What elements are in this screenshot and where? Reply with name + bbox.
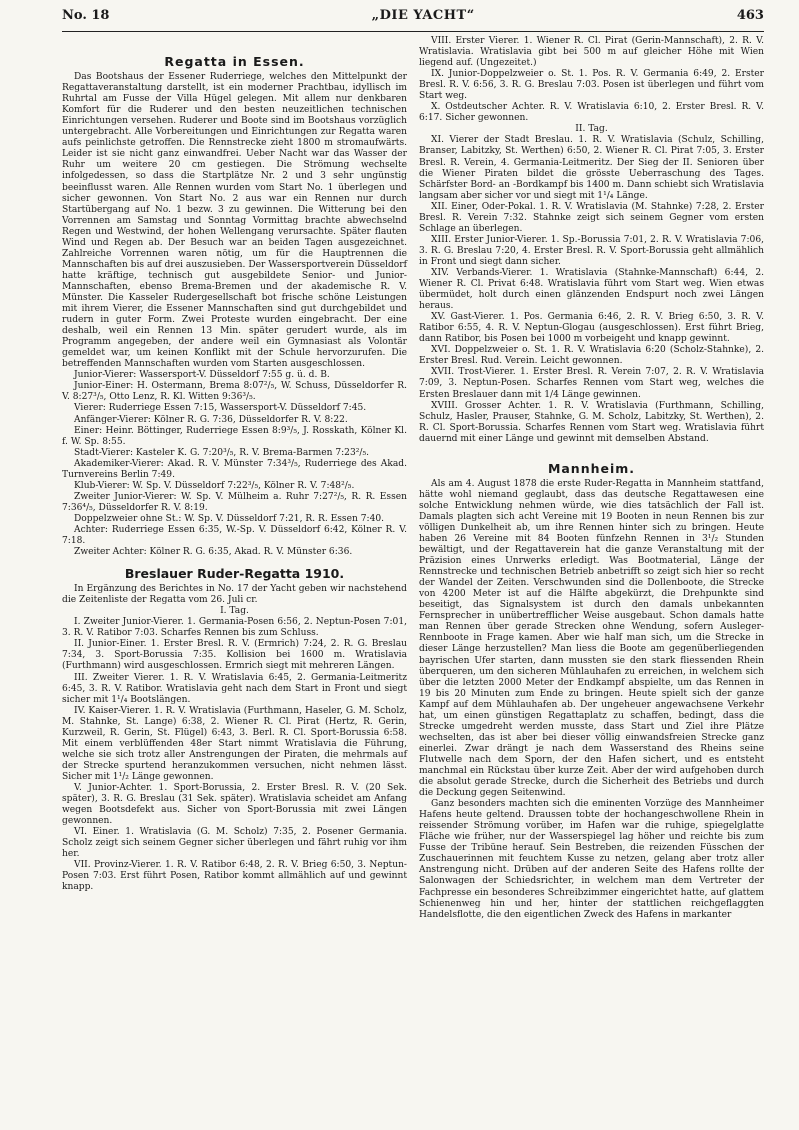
essen-result: Zweiter Achter: Kölner R. G. 6:35, Akad. R. V. Münster 6:36. xyxy=(74,547,353,558)
essen-result: Vierer: Ruderriege Essen 7:15, Wassersport-V. Düsseldorf 7:45. xyxy=(74,403,367,414)
mannheim-paragraph: Als am 4. August 1878 die erste Ruder-Regatta in Mannheim stattfand, hätte wohl niemand geglaubt, dass das deutsche Regattawesen eine solche Entwicklung nehmen würde, wie dies tatsächlich der Fall ist. Damals plagten sich acht Vereine mit 19 Booten in neun Rennen bis zur völligen Dunkelheit ab, um ihre Rennen hinter sich zu bringen. Heute haben 26 Vereine mit 84 Booten fünfzehn Rennen in 3¹/₂ Stunden bewältigt, und der Regattaverein hat die ganze Veranstaltung mit der Präzision eines Unrwerks erledigt. Was Bootmaterial, Länge der Rennstrecke und technischen Betrieb anbetrifft so zeigt sich hier so recht der Wandel der Zeiten. Verschwunden sind die Dollenboote, die Strecke von 4200 Meter ist auf die Hälfte abgekürzt, die Drehpunkte sind beseitigt, das Signalsystem ist durch den damals unbekannten Fernsprecher in unübertrefflicher Weise ausgebaut. Schon damals hatte man Rennen über gerade Strecken ohne Wendung, sofern Ausleger-Rennboote in Frage kamen. Aber wie half man sich, um die Strecke in dieser Länge herzustellen? Man liess die Boote am gegenüberliegenden bayrischen Ufer starten, dann mussten sie den stark fliessenden Rhein überqueren, um den sicheren Mühlauhafen zu erreichen, in welchem sich über die letzten 2000 Meter der Endkampf abspielte, um das Rennen in 19 bis 20 Minuten zum Ende zu bringen. Heute spielt sich der ganze Kampf auf dem Mühlauhafen ab. Der ungeheuer angewachsene Verkehr hat, um einen günstigen Regattaplatz zu schaffen, bedingt, dass die Strecke umgedreht werden musste, dass Start und Ziel ihre Plätze wechselten, das ist aber bei dieser völlig einwandsfreien Strecke ganz einerlei. Zwar drängt je nach dem Wasserstand des Rheins seine Flutwelle nach dem Sporn, der den Hafen sichert, und es entsteht manchmal ein Rückstau über kurze Zeit. Aber der wird aufgehoben durch die absolut gerade Strecke, durch die Sicherheit des Betriebs und durch die Deckung gegen Seitenwind. xyxy=(419,478,764,799)
breslau-race: VI. Einer. 1. Wratislavia (G. M. Scholz) 7:35, 2. Posener Germania. Scholz zeigt sich seinem Gegner sicher überlegen und fährt ruhig vor ihm her. xyxy=(62,827,407,860)
essen-result: Klub-Vierer: W. Sp. V. Düsseldorf 7:22³/₅, Kölner R. V. 7:48²/₅. xyxy=(74,480,355,491)
essen-title: Regatta in Essen. xyxy=(164,54,305,69)
breslau-intro: In Ergänzung des Berichtes in No. 17 der Yacht geben wir nachstehend die Zeitenliste der Regatta vom 26. Juli cr. xyxy=(62,584,407,606)
essen-result: Zweiter Junior-Vierer: W. Sp. V. Mülheim a. Ruhr 7:27²/₅, R. R. Essen 7:36⁴/₅, Düsseldorfer R. V. 8:19. xyxy=(62,491,407,513)
breslau-race: VII. Provinz-Vierer. 1. R. V. Ratibor 6:48, 2. R. V. Brieg 6:50, 3. Neptun-Posen 7:03. Erst führt Posen, Ratibor kommt allmählich auf und gewinnt knapp. xyxy=(62,860,407,893)
essen-result: Akademiker-Vierer: Akad. R. V. Münster 7:34³/₅, Ruderriege des Akad. Turnvereins Berlin 7:49. xyxy=(62,458,407,480)
breslau-race: IX. Junior-Doppelzweier o. St. 1. Pos. R. V. Germania 6:49, 2. Erster Bresl. R. V. 6:56, 3. R. G. Breslau 7:03. Posen ist überlegen und führt vom Start weg. xyxy=(419,69,764,102)
page-number: 463 xyxy=(736,8,764,23)
breslau-race: II. Junior-Einer. 1. Erster Bresl. R. V. (Ermrich) 7:24, 2. R. G. Breslau 7:34, 3. Sport-Borussia 7:35. Kollision bei 1600 m. Wratislavia (Furthmann) wird ausgeschlossen. Ermrich siegt mit mehreren Längen. xyxy=(62,639,407,672)
essen-result: Doppelzweier ohne St.: W. Sp. V. Düsseldorf 7:21, R. R. Essen 7:40. xyxy=(74,513,385,524)
essen-result: Junior-Einer: H. Ostermann, Brema 8:07²/₅, W. Schuss, Düsseldorfer R. V. 8:27³/₅, Otto Lenz, R. Kl. Witten 9:36³/₅. xyxy=(62,381,407,403)
essen-result: Stadt-Vierer: Kasteler K. G. 7:20³/₅, R. V. Brema-Barmen 7:23²/₅. xyxy=(74,447,370,458)
mannheim-title: Mannheim. xyxy=(547,460,636,476)
breslau-race: XI. Vierer der Stadt Breslau. 1. R. V. Wratislavia (Schulz, Schilling, Branser, Labitzky, St. Werthen) 6:50, 2. Wiener R. Cl. Pirat 7:05, 3. Erster Bresl. R. Verein, 4. Germania-Leitmeritz. Der Sieg der II. Senioren über die Wiener Piraten bildet die grösste Ueberraschung des Tages. Schärfster Bord- an -Bordkampf bis 1400 m. Dann schiebt sich Wratislavia langsam aber sicher vor und siegt mit 1¹/₄ Länge. xyxy=(419,135,764,201)
essen-result: Einer: Heinr. Böttinger, Ruderriege Essen 8:9³/₅, J. Rosskath, Kölner Kl. f. W. Sp. 8:55. xyxy=(62,425,407,447)
breslau-day-one: I. Tag. xyxy=(220,606,249,617)
breslau-race: XIII. Erster Junior-Vierer. 1. Sp.-Borussia 7:01, 2. R. V. Wratislavia 7:06, 3. R. G. Breslau 7:20, 4. Erster Bresl. R. V. Sport-Borussia geht allmählich in Front und siegt dann sicher. xyxy=(419,234,764,267)
breslau-race: XII. Einer, Oder-Pokal. 1. R. V. Wratislavia (M. Stahnke) 7:28, 2. Erster Bresl. R. Verein 7:32. Stahnke zeigt sich seinem Gegner vom ersten Schlage an überlegen. xyxy=(419,201,764,234)
breslau-race: X. Ostdeutscher Achter. R. V. Wratislavia 6:10, 2. Erster Bresl. R. V. 6:17. Sicher gewonnen. xyxy=(419,102,764,124)
essen-result: Junior-Vierer: Wassersport-V. Düsseldorf 7:55 g. ü. d. B. xyxy=(74,370,330,381)
page-header xyxy=(62,8,764,32)
essen-paragraph: Das Bootshaus der Essener Ruderriege, welches den Mittelpunkt der Regattaveranstaltung darstellt, ist ein moderner Prachtbau, idyllisch im Ruhrtal am Fusse der Villa Hügel gelegen. Mit allem nur denkbaren Komfort für die Ruderer und den besten neuzeitlichen technischen Einrichtungen versehen. Ruderer und Boote sind im Bootshaus vorzüglich untergebracht. Alle Vorbereitungen und Einrichtungen zur Regatta waren aufs peinlichste getroffen. Die Rennstrecke zieht 1800 m stromaufwärts. Leider ist sie nicht ganz einwandfrei. Ueber Nacht war das Wasser der Ruhr um weitere 20 cm gestiegen. Die Strömung wechselte infolgedessen, so dass die Startplätze Nr. 2 und 3 sehr ungünstig beeinflusst waren. Alle Rennen wurden vom Start No. 1 überlegen und sicher gewonnen. Von Start No. 2 aus war ein Rennen nur durch Startübergang auf No. 1 bezw. 3 zu gewinnen. Die Witterung bei den Vorrennen am Samstag und Sonntag Vormittag brachte abwechselnd Regen und Westwind, der hohen Wellengang verursachte. Später flauten Wind und Regen ab. Der Besuch war an beiden Tagen ausgezeichnet. Zahlreiche Vorrennen waren nötig, um für die Hauptrennen die Mannschaften bis auf drei auszusieben. Der Wassersportverein Düsseldorf hatte kräftige, technisch gut ausgebildete Senior- und Junior-Mannschaften, ebenso Brema-Bremen und der akademische R. V. Münster. Die Kasseler Rudergesellschaft bot frische schöne Leistungen mit ihrem Vierer, die Essener Mannschaften sind gut durchgebildet und rudern in guter Form. Zwei Proteste wurden eingebracht. Der eine deshalb, weil ein Rennen 13 Min. später gerudert wurde, als im Programm angegeben, der andere weil ein Gymnasiast als Volontär gemeldet war, um keinen Konflikt mit der Schule hervorzurufen. Die betreffenden Mannschaften wurden vom Starten ausgeschlossen. xyxy=(62,72,407,370)
breslau-race: XV. Gast-Vierer. 1. Pos. Germania 6:46, 2. R. V. Brieg 6:50, 3. R. V. Ratibor 6:55, 4. R. V. Neptun-Glogau (ausgeschlossen). Erst führt Brieg, dann Ratibor, bis Posen bei 1000 m vorbeigeht und knapp gewinnt. xyxy=(419,312,764,345)
breslau-title: Breslauer Ruder-Regatta 1910. xyxy=(124,566,345,582)
breslau-race: I. Zweiter Junior-Vierer. 1. Germania-Posen 6:56, 2. Neptun-Posen 7:01, 3. R. V. Ratibor 7:03. Scharfes Rennen bis zum Schluss. xyxy=(62,617,407,639)
breslau-race: V. Junior-Achter. 1. Sport-Borussia, 2. Erster Bresl. R. V. (20 Sek. später), 3. R. G. Breslau (31 Sek. später). Wratislavia scheidet am Anfang wegen Bootsdefekt aus. Sicher von Sport-Borussia mit zwei Längen gewonnen. xyxy=(62,783,407,827)
mannheim-paragraph: Ganz besonders machten sich die eminenten Vorzüge des Mannheimer Hafens heute geltend. Draussen tobte der hochangeschwollene Rhein in reissender Strömung vorüber, im Hafen war die ruhige, spiegelglatte Fläche wie früher, nur der Wasserspiegel lag höher und reichte bis zum Fusse der Tribüne herauf. Sein Bestreben, die reizenden Füsschen der Zuschauerinnen mit feuchtem Kusse zu netzen, gelang aber trotz aller Anstrengung nicht. Drüben auf der anderen Seite des Hafens rollte der Salonwagen der Schiedsrichter, in welchem man dem Vertreter der Fachpresse ein besonderes Schreibzimmer eingerichtet hatte, auf glattem Schienenweg hin und her, hinter der stattlichen reichgeflaggten Handelsflotte, die den eigentlichen Zweck des Hafens in markanter xyxy=(419,799,764,920)
right-column xyxy=(419,36,764,921)
breslau-race: XVI. Doppelzweier o. St. 1. R. V. Wratislavia 6:20 (Scholz-Stahnke), 2. Erster Bresl. Rud. Verein. Leicht gewonnen. xyxy=(419,345,764,367)
breslau-race: XIV. Verbands-Vierer. 1. Wratislavia (Stahnke-Mannschaft) 6:44, 2. Wiener R. Cl. Privat 6:48. Wratislavia führt vom Start weg. Wien etwas übermüdet, holt durch einen glänzenden Endspurt noch zwei Längen heraus. xyxy=(419,267,764,312)
breslau-race: III. Zweiter Vierer. 1. R. V. Wratislavia 6:45, 2. Germania-Leitmeritz 6:45, 3. R. V. Ratibor. Wratislavia geht nach dem Start in Front und siegt sicher mit 1¹/₄ Bootslängen. xyxy=(62,672,407,705)
journal-title: „DIE YACHT“ xyxy=(371,8,475,23)
essen-result: Achter: Ruderriege Essen 6:35, W.-Sp. V. Düsseldorf 6:42, Kölner R. V. 7:18. xyxy=(62,524,407,547)
breslau-day-two: II. Tag. xyxy=(575,124,608,135)
breslau-race: VIII. Erster Vierer. 1. Wiener R. Cl. Pirat (Gerin-Mannschaft), 2. R. V. Wratislavia. Wratislavia gibt bei 500 m auf gleicher Höhe mit Wien liegend auf. (Ungezeitet.) xyxy=(419,36,764,69)
breslau-race: IV. Kaiser-Vierer. 1. R. V. Wratislavia (Furthmann, Haseler, G. M. Scholz, M. Stahnke, St. Lange) 6:38, 2. Wiener R. Cl. Pirat (Hertz, R. Gerin, Kurzweil, R. Gerin, St. Flügel) 6:43, 3. Berl. R. Cl. Sport-Borussia 6:58. Mit einem verblüffenden 48er Start nimmt Wratislavia die Führung, welche sie sich trotz aller Anstrengungen der Piraten, die mehrmals auf der Strecke spurtend heranzukommen versuchen, nicht nehmen lässt. Sicher mit 1¹/₂ Länge gewonnen. xyxy=(62,705,407,782)
essen-result: Anfänger-Vierer: Kölner R. G. 7:36, Düsseldorfer R. V. 8:22. xyxy=(74,414,348,425)
issue-number: No. 18 xyxy=(62,8,110,23)
breslau-race: XVIII. Grosser Achter. 1. R. V. Wratislavia (Furthmann, Schilling, Schulz, Hasler, Prauser, Stahnke, G. M. Scholz, Labitzky, St. Werthen), 2. R. Cl. Sport-Borussia. Scharfes Rennen vom Start weg. Wratislavia führt dauernd mit einer Länge und gewinnt mit demselben Abstand. xyxy=(419,400,764,444)
breslau-race: XVII. Trost-Vierer. 1. Erster Bresl. R. Verein 7:07, 2. R. V. Wratislavia 7:09, 3. Neptun-Posen. Scharfes Rennen vom Start weg, welches die Ersten Breslauer dann mit 1/4 Länge gewinnen. xyxy=(419,367,764,400)
left-column xyxy=(62,36,407,921)
